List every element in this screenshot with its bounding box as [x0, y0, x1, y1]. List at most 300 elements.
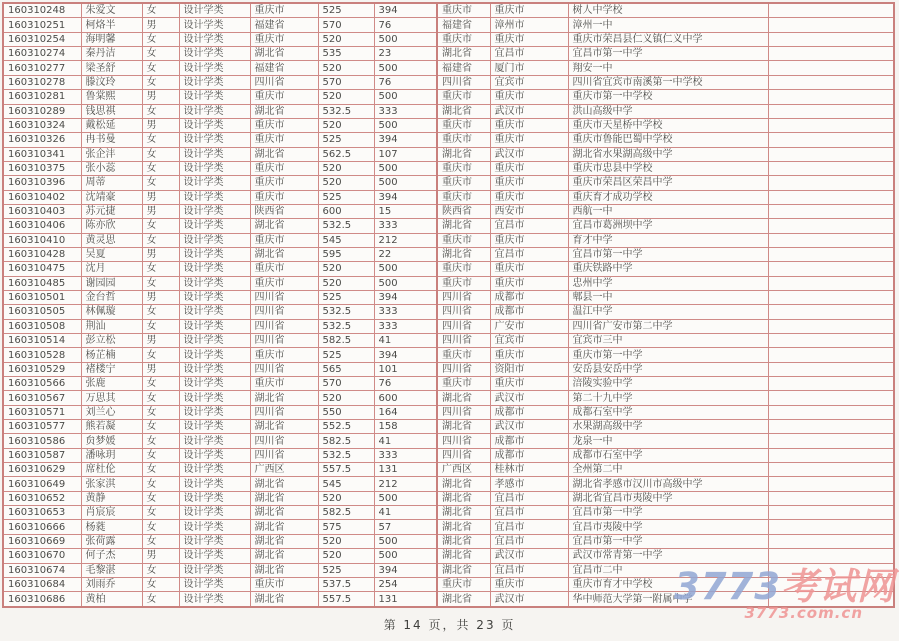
rank-cell: 333: [374, 448, 437, 462]
province2-cell: 广西区: [437, 463, 490, 477]
school-cell: 宜昌市二中: [568, 563, 768, 577]
province2-cell: 四川省: [437, 75, 490, 89]
province-cell: 陕西省: [250, 204, 318, 218]
gender-cell: 男: [142, 118, 179, 132]
school-cell: 全州第二中: [568, 463, 768, 477]
school-cell: 重庆市天星桥中学校: [568, 118, 768, 132]
empty-cell: [768, 506, 894, 520]
gender-cell: 男: [142, 190, 179, 204]
category-cell: 设计学类: [179, 190, 250, 204]
watermark-brand: 考试网: [781, 565, 895, 608]
province-cell: 湖北省: [250, 592, 318, 607]
table-row: [3, 176, 894, 190]
gender-cell: 女: [142, 276, 179, 290]
table-row: [3, 592, 894, 607]
name-cell: 陈亦欣: [81, 219, 142, 233]
city-cell: 成都市: [490, 448, 568, 462]
rank-cell: 333: [374, 219, 437, 233]
table-row: [3, 262, 894, 276]
province-cell: 湖北省: [250, 104, 318, 118]
rank-cell: 212: [374, 477, 437, 491]
school-cell: 宜昌市夷陵中学: [568, 520, 768, 534]
province2-cell: 重庆市: [437, 190, 490, 204]
empty-cell: [768, 520, 894, 534]
exam-id-cell: 160310505: [3, 305, 81, 319]
name-cell: 贠梦媛: [81, 434, 142, 448]
table-row: [3, 448, 894, 462]
score-cell: 557.5: [318, 463, 374, 477]
province2-cell: 重庆市: [437, 161, 490, 175]
empty-cell: [768, 391, 894, 405]
gender-cell: 男: [142, 290, 179, 304]
province-cell: 四川省: [250, 434, 318, 448]
table-row: [3, 247, 894, 261]
city-cell: 重庆市: [490, 3, 568, 18]
rank-cell: 500: [374, 491, 437, 505]
province-cell: 重庆市: [250, 348, 318, 362]
city-cell: 武汉市: [490, 420, 568, 434]
name-cell: 戴松延: [81, 118, 142, 132]
gender-cell: 女: [142, 491, 179, 505]
score-cell: 565: [318, 362, 374, 376]
exam-id-cell: 160310571: [3, 405, 81, 419]
city-cell: 武汉市: [490, 104, 568, 118]
table-row: [3, 233, 894, 247]
exam-id-cell: 160310485: [3, 276, 81, 290]
province-cell: 重庆市: [250, 118, 318, 132]
name-cell: 熊若凝: [81, 420, 142, 434]
rank-cell: 41: [374, 506, 437, 520]
city-cell: 重庆市: [490, 577, 568, 591]
city-cell: 宜昌市: [490, 534, 568, 548]
category-cell: 设计学类: [179, 118, 250, 132]
province-cell: 湖北省: [250, 219, 318, 233]
city-cell: 重庆市: [490, 90, 568, 104]
school-cell: 忠州中学: [568, 276, 768, 290]
province2-cell: 四川省: [437, 305, 490, 319]
page-indicator: 第 14 页，共 23 页: [383, 618, 516, 632]
province-cell: 四川省: [250, 448, 318, 462]
province-cell: 湖北省: [250, 520, 318, 534]
score-cell: 520: [318, 534, 374, 548]
empty-cell: [768, 549, 894, 563]
city-cell: 重庆市: [490, 161, 568, 175]
category-cell: 设计学类: [179, 61, 250, 75]
rank-cell: 500: [374, 161, 437, 175]
category-cell: 设计学类: [179, 391, 250, 405]
category-cell: 设计学类: [179, 563, 250, 577]
province-cell: 湖北省: [250, 420, 318, 434]
rank-cell: 500: [374, 176, 437, 190]
city-cell: 宜昌市: [490, 506, 568, 520]
empty-cell: [768, 147, 894, 161]
school-cell: 翔安一中: [568, 61, 768, 75]
school-cell: 湖北省水果湖高级中学: [568, 147, 768, 161]
gender-cell: 女: [142, 592, 179, 607]
city-cell: 宜昌市: [490, 520, 568, 534]
rank-cell: 500: [374, 32, 437, 46]
gender-cell: 女: [142, 434, 179, 448]
category-cell: 设计学类: [179, 204, 250, 218]
name-cell: 钱思祺: [81, 104, 142, 118]
empty-cell: [768, 348, 894, 362]
gender-cell: 女: [142, 477, 179, 491]
city-cell: 资阳市: [490, 362, 568, 376]
rank-cell: 22: [374, 247, 437, 261]
school-cell: 温江中学: [568, 305, 768, 319]
name-cell: 海明馨: [81, 32, 142, 46]
category-cell: 设计学类: [179, 348, 250, 362]
category-cell: 设计学类: [179, 477, 250, 491]
table-row: [3, 405, 894, 419]
gender-cell: 男: [142, 334, 179, 348]
name-cell: 席杜伦: [81, 463, 142, 477]
rank-cell: 76: [374, 18, 437, 32]
category-cell: 设计学类: [179, 219, 250, 233]
school-cell: 宜昌市第一中学: [568, 506, 768, 520]
exam-id-cell: 160310653: [3, 506, 81, 520]
gender-cell: 女: [142, 448, 179, 462]
city-cell: 广安市: [490, 319, 568, 333]
name-cell: 周蒂: [81, 176, 142, 190]
category-cell: 设计学类: [179, 247, 250, 261]
score-cell: 520: [318, 118, 374, 132]
empty-cell: [768, 133, 894, 147]
city-cell: 孝感市: [490, 477, 568, 491]
rank-cell: 600: [374, 391, 437, 405]
category-cell: 设计学类: [179, 32, 250, 46]
exam-id-cell: 160310281: [3, 90, 81, 104]
category-cell: 设计学类: [179, 133, 250, 147]
city-cell: 武汉市: [490, 549, 568, 563]
exam-id-cell: 160310674: [3, 563, 81, 577]
empty-cell: [768, 534, 894, 548]
table-row: [3, 147, 894, 161]
city-cell: 成都市: [490, 290, 568, 304]
score-cell: 532.5: [318, 448, 374, 462]
score-cell: 537.5: [318, 577, 374, 591]
exam-id-cell: 160310529: [3, 362, 81, 376]
rank-cell: 394: [374, 3, 437, 18]
city-cell: 宜昌市: [490, 219, 568, 233]
score-cell: 525: [318, 190, 374, 204]
empty-cell: [768, 3, 894, 18]
gender-cell: 女: [142, 3, 179, 18]
school-cell: 重庆市鲁能巴蜀中学校: [568, 133, 768, 147]
table-row: [3, 32, 894, 46]
table-row: [3, 420, 894, 434]
exam-id-cell: 160310324: [3, 118, 81, 132]
empty-cell: [768, 104, 894, 118]
province2-cell: 福建省: [437, 61, 490, 75]
province2-cell: 湖北省: [437, 477, 490, 491]
category-cell: 设计学类: [179, 104, 250, 118]
category-cell: 设计学类: [179, 463, 250, 477]
rank-cell: 76: [374, 377, 437, 391]
table-row: [3, 276, 894, 290]
province2-cell: 重庆市: [437, 276, 490, 290]
city-cell: 成都市: [490, 405, 568, 419]
province2-cell: 重庆市: [437, 233, 490, 247]
table-row: [3, 133, 894, 147]
score-cell: 532.5: [318, 219, 374, 233]
province2-cell: 湖北省: [437, 147, 490, 161]
gender-cell: 女: [142, 420, 179, 434]
empty-cell: [768, 405, 894, 419]
exam-id-cell: 160310278: [3, 75, 81, 89]
gender-cell: 女: [142, 534, 179, 548]
city-cell: 重庆市: [490, 176, 568, 190]
category-cell: 设计学类: [179, 290, 250, 304]
gender-cell: 女: [142, 147, 179, 161]
watermark-url: 3773.com.cn: [744, 604, 863, 622]
name-cell: 苏元捷: [81, 204, 142, 218]
province-cell: 重庆市: [250, 577, 318, 591]
empty-cell: [768, 448, 894, 462]
exam-id-cell: 160310670: [3, 549, 81, 563]
table-row: [3, 204, 894, 218]
category-cell: 设计学类: [179, 506, 250, 520]
province2-cell: 湖北省: [437, 420, 490, 434]
rank-cell: 333: [374, 319, 437, 333]
empty-cell: [768, 219, 894, 233]
score-cell: 525: [318, 133, 374, 147]
rank-cell: 57: [374, 520, 437, 534]
name-cell: 毛黎湛: [81, 563, 142, 577]
school-cell: 水果湖高级中学: [568, 420, 768, 434]
city-cell: 重庆市: [490, 377, 568, 391]
gender-cell: 女: [142, 348, 179, 362]
exam-id-cell: 160310403: [3, 204, 81, 218]
rank-cell: 212: [374, 233, 437, 247]
rank-cell: 41: [374, 434, 437, 448]
category-cell: 设计学类: [179, 405, 250, 419]
province2-cell: 四川省: [437, 334, 490, 348]
province-cell: 重庆市: [250, 190, 318, 204]
score-cell: 545: [318, 233, 374, 247]
exam-id-cell: 160310402: [3, 190, 81, 204]
rank-cell: 394: [374, 290, 437, 304]
gender-cell: 女: [142, 61, 179, 75]
empty-cell: [768, 577, 894, 591]
rank-cell: 333: [374, 305, 437, 319]
province-cell: 湖北省: [250, 391, 318, 405]
gender-cell: 女: [142, 463, 179, 477]
province-cell: 重庆市: [250, 161, 318, 175]
name-cell: 张家淇: [81, 477, 142, 491]
city-cell: 武汉市: [490, 592, 568, 607]
gender-cell: 女: [142, 219, 179, 233]
school-cell: 育才中学: [568, 233, 768, 247]
gender-cell: 女: [142, 391, 179, 405]
province2-cell: 四川省: [437, 448, 490, 462]
name-cell: 杨蕤: [81, 520, 142, 534]
gender-cell: 男: [142, 90, 179, 104]
province2-cell: 福建省: [437, 18, 490, 32]
rank-cell: 101: [374, 362, 437, 376]
rank-cell: 15: [374, 204, 437, 218]
gender-cell: 女: [142, 233, 179, 247]
empty-cell: [768, 420, 894, 434]
province-cell: 福建省: [250, 18, 318, 32]
city-cell: 重庆市: [490, 262, 568, 276]
gender-cell: 女: [142, 176, 179, 190]
category-cell: 设计学类: [179, 262, 250, 276]
empty-cell: [768, 32, 894, 46]
name-cell: 张鹿: [81, 377, 142, 391]
province2-cell: 四川省: [437, 434, 490, 448]
table-row: [3, 61, 894, 75]
score-cell: 595: [318, 247, 374, 261]
exam-id-cell: 160310528: [3, 348, 81, 362]
empty-cell: [768, 592, 894, 607]
score-cell: 570: [318, 377, 374, 391]
name-cell: 万思其: [81, 391, 142, 405]
score-cell: 520: [318, 176, 374, 190]
exam-id-cell: 160310666: [3, 520, 81, 534]
province-cell: 湖北省: [250, 563, 318, 577]
rank-cell: 23: [374, 47, 437, 61]
category-cell: 设计学类: [179, 534, 250, 548]
table-row: [3, 391, 894, 405]
city-cell: 宜昌市: [490, 47, 568, 61]
score-cell: 535: [318, 47, 374, 61]
school-cell: 重庆市第一中学校: [568, 90, 768, 104]
empty-cell: [768, 233, 894, 247]
rank-cell: 131: [374, 463, 437, 477]
province-cell: 湖北省: [250, 534, 318, 548]
score-cell: 575: [318, 520, 374, 534]
city-cell: 重庆市: [490, 276, 568, 290]
city-cell: 漳州市: [490, 18, 568, 32]
name-cell: 林佩璇: [81, 305, 142, 319]
city-cell: 重庆市: [490, 32, 568, 46]
score-cell: 525: [318, 563, 374, 577]
exam-id-cell: 160310475: [3, 262, 81, 276]
table-row: [3, 362, 894, 376]
school-cell: 树人中学校: [568, 3, 768, 18]
table-row: [3, 75, 894, 89]
category-cell: 设计学类: [179, 362, 250, 376]
gender-cell: 女: [142, 506, 179, 520]
school-cell: 成都市石室中学: [568, 448, 768, 462]
province2-cell: 湖北省: [437, 534, 490, 548]
province2-cell: 湖北省: [437, 247, 490, 261]
gender-cell: 女: [142, 161, 179, 175]
exam-id-cell: 160310289: [3, 104, 81, 118]
city-cell: 重庆市: [490, 233, 568, 247]
province2-cell: 重庆市: [437, 577, 490, 591]
gender-cell: 女: [142, 32, 179, 46]
name-cell: 杨芷楠: [81, 348, 142, 362]
score-cell: 525: [318, 290, 374, 304]
school-cell: 宜昌市第一中学: [568, 247, 768, 261]
province-cell: 湖北省: [250, 477, 318, 491]
school-cell: 湖北省孝感市汉川市高级中学: [568, 477, 768, 491]
name-cell: 张荷露: [81, 534, 142, 548]
table-row: [3, 491, 894, 505]
exam-id-cell: 160310326: [3, 133, 81, 147]
category-cell: 设计学类: [179, 592, 250, 607]
rank-cell: 76: [374, 75, 437, 89]
city-cell: 重庆市: [490, 133, 568, 147]
province-cell: 重庆市: [250, 133, 318, 147]
name-cell: 刘兰心: [81, 405, 142, 419]
gender-cell: 女: [142, 520, 179, 534]
empty-cell: [768, 176, 894, 190]
category-cell: 设计学类: [179, 305, 250, 319]
gender-cell: 女: [142, 377, 179, 391]
province-cell: 湖北省: [250, 147, 318, 161]
exam-id-cell: 160310649: [3, 477, 81, 491]
name-cell: 褚楼宁: [81, 362, 142, 376]
school-cell: 安岳县安岳中学: [568, 362, 768, 376]
rank-cell: 164: [374, 405, 437, 419]
exam-id-cell: 160310428: [3, 247, 81, 261]
gender-cell: 女: [142, 577, 179, 591]
empty-cell: [768, 190, 894, 204]
province2-cell: 湖北省: [437, 104, 490, 118]
category-cell: 设计学类: [179, 161, 250, 175]
school-cell: 武汉市常青第一中学: [568, 549, 768, 563]
table-row: [3, 434, 894, 448]
province-cell: 重庆市: [250, 377, 318, 391]
exam-id-cell: 160310508: [3, 319, 81, 333]
gender-cell: 女: [142, 262, 179, 276]
province2-cell: 陕西省: [437, 204, 490, 218]
rank-cell: 254: [374, 577, 437, 591]
score-cell: 545: [318, 477, 374, 491]
empty-cell: [768, 90, 894, 104]
rank-cell: 394: [374, 190, 437, 204]
province-cell: 湖北省: [250, 506, 318, 520]
category-cell: 设计学类: [179, 176, 250, 190]
province2-cell: 湖北省: [437, 491, 490, 505]
score-cell: 582.5: [318, 334, 374, 348]
score-cell: 525: [318, 3, 374, 18]
table-row: [3, 577, 894, 591]
category-cell: 设计学类: [179, 491, 250, 505]
province2-cell: 湖北省: [437, 506, 490, 520]
province2-cell: 湖北省: [437, 219, 490, 233]
school-cell: 重庆市荣昌县仁义镇仁义中学: [568, 32, 768, 46]
category-cell: 设计学类: [179, 434, 250, 448]
table-row: [3, 563, 894, 577]
exam-id-cell: 160310567: [3, 391, 81, 405]
score-cell: 600: [318, 204, 374, 218]
category-cell: 设计学类: [179, 448, 250, 462]
school-cell: 重庆市第一中学: [568, 348, 768, 362]
province2-cell: 重庆市: [437, 176, 490, 190]
city-cell: 宜昌市: [490, 563, 568, 577]
score-cell: 520: [318, 276, 374, 290]
gender-cell: 女: [142, 47, 179, 61]
province2-cell: 重庆市: [437, 377, 490, 391]
province2-cell: 四川省: [437, 362, 490, 376]
name-cell: 何子杰: [81, 549, 142, 563]
table-row: [3, 377, 894, 391]
school-cell: 洪山高级中学: [568, 104, 768, 118]
empty-cell: [768, 161, 894, 175]
city-cell: 重庆市: [490, 190, 568, 204]
name-cell: 张小蕊: [81, 161, 142, 175]
gender-cell: 男: [142, 247, 179, 261]
province2-cell: 重庆市: [437, 90, 490, 104]
city-cell: 桂林市: [490, 463, 568, 477]
gender-cell: 男: [142, 204, 179, 218]
rank-cell: 500: [374, 262, 437, 276]
exam-id-cell: 160310251: [3, 18, 81, 32]
